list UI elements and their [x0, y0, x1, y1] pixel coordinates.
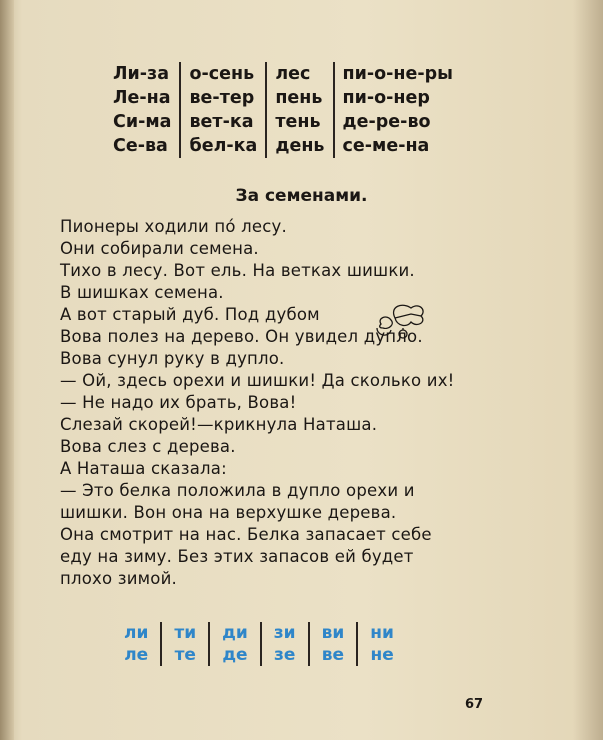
story-line: Они собирали семена. — [60, 239, 259, 258]
syllable-cell: Се-ва — [113, 136, 168, 156]
syllable-table — [105, 62, 461, 158]
story-title: За семенами. — [235, 186, 368, 206]
syllable-cell: лес — [275, 64, 311, 84]
syllable-bottom: ве — [321, 645, 345, 665]
syllable-cell: се-ме-на — [342, 136, 430, 156]
story-line: плохо зимой. — [60, 569, 177, 588]
syllable-cell: бел-ка — [189, 136, 258, 156]
story-line: Пионеры ходили по́ лесу. — [60, 217, 287, 236]
syllable-cell: вет-ка — [189, 112, 254, 132]
syllable-bottom: ле — [124, 645, 149, 665]
story-line: Тихо в лесу. Вот ель. На ветках шишки. — [60, 261, 415, 280]
syllable-pair — [260, 622, 308, 666]
syllable-column-4 — [333, 62, 461, 158]
story-line: Вова полез на дерево. Он увидел дупло. — [60, 327, 423, 346]
syllable-pair — [356, 622, 406, 666]
syllable-column-3 — [265, 62, 332, 158]
story-line: Вова сунул руку в дупло. — [60, 349, 285, 368]
syllable-cell: Ли-за — [113, 64, 170, 84]
story-line: Вова слез с дерева. — [60, 437, 236, 456]
syllable-cell: пи-о-нер — [342, 88, 430, 108]
syllable-top: ди — [222, 623, 248, 643]
syllable-cell: ве-тер — [189, 88, 255, 108]
story-line: Слезай скорей!—крикнула Наташа. — [60, 415, 378, 434]
syllable-cell: пи-о-не-ры — [342, 64, 453, 84]
syllable-column-2 — [179, 62, 265, 158]
syllable-bottom: зе — [273, 645, 296, 665]
syllable-pairs-table — [112, 622, 406, 666]
syllable-pair — [160, 622, 208, 666]
syllable-cell: тень — [275, 112, 321, 132]
story-line: шишки. Вон она на верхушке дерева. — [60, 503, 397, 522]
syllable-cell: о-сень — [189, 64, 255, 84]
story-text — [60, 216, 520, 590]
syllable-pair — [208, 622, 260, 666]
syllable-bottom: не — [370, 645, 394, 665]
syllable-bottom: те — [174, 645, 196, 665]
story-line: — Ой, здесь орехи и шишки! Да сколько их! — [60, 371, 455, 390]
syllable-cell: Си-ма — [113, 112, 172, 132]
story-line: А Наташа сказала: — [60, 459, 227, 478]
story-line: Она смотрит на нас. Белка запасает себе — [60, 525, 432, 544]
syllable-top: зи — [273, 623, 296, 643]
syllable-top: ли — [124, 623, 149, 643]
syllable-cell: Ле-на — [113, 88, 171, 108]
story-line: еду на зиму. Без этих запасов ей будет — [60, 547, 414, 566]
story-line: А вот старый дуб. Под дубом — [60, 305, 320, 324]
syllable-top: ни — [370, 623, 394, 643]
syllable-column-names — [105, 62, 179, 158]
story-line: — Это белка положила в дупло орехи и — [60, 481, 415, 500]
syllable-pair — [112, 622, 160, 666]
syllable-top: ви — [321, 623, 345, 643]
syllable-pair — [308, 622, 357, 666]
syllable-cell: день — [275, 136, 325, 156]
syllable-cell: де-ре-во — [342, 112, 431, 132]
acorn-icon — [367, 298, 429, 340]
syllable-cell: пень — [275, 88, 323, 108]
page-number: 67 — [465, 697, 484, 712]
page-edge-shadow — [573, 0, 603, 740]
syllable-bottom: де — [222, 645, 248, 665]
syllable-top: ти — [174, 623, 197, 643]
story-line: В шишках семена. — [60, 283, 224, 302]
story-line: — Не надо их брать, Вова! — [60, 393, 297, 412]
book-spine — [0, 0, 14, 740]
